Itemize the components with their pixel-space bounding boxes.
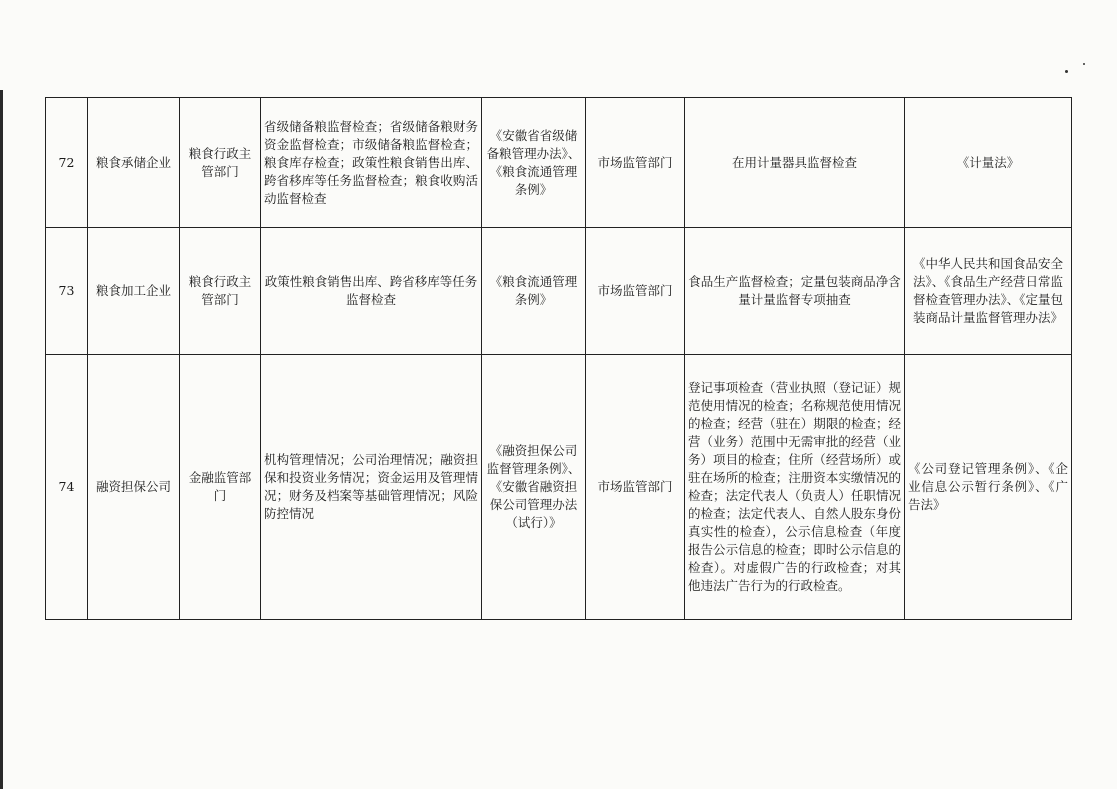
table-row <box>46 355 1072 620</box>
inspected-object: 粮食承储企业 <box>88 98 180 228</box>
joint-inspection-basis: 《公司登记管理条例》、《企业信息公示暂行条例》、《广告法》 <box>905 355 1072 620</box>
inspection-table <box>45 97 1072 620</box>
responsible-department: 金融监管部门 <box>180 355 261 620</box>
joint-inspection-items: 在用计量器具监督检查 <box>685 98 905 228</box>
joint-inspection-items: 食品生产监督检查；定量包装商品净含量计量监督专项抽查 <box>685 228 905 355</box>
row-number: 73 <box>46 228 88 355</box>
responsible-department: 粮食行政主管部门 <box>180 228 261 355</box>
table-row <box>46 98 1072 228</box>
responsible-department: 粮食行政主管部门 <box>180 98 261 228</box>
joint-department: 市场监管部门 <box>586 228 685 355</box>
joint-department: 市场监管部门 <box>586 98 685 228</box>
inspection-basis: 《融资担保公司监督管理条例》、《安徽省融资担保公司管理办法（试行）》 <box>482 355 586 620</box>
inspected-object: 粮食加工企业 <box>88 228 180 355</box>
scan-speck <box>1083 63 1085 65</box>
inspection-items: 政策性粮食销售出库、跨省移库等任务监督检查 <box>261 228 482 355</box>
inspection-items: 省级储备粮监督检查；省级储备粮财务资金监督检查；市级储备粮监督检查；粮食库存检查；政策性粮食销售出库、跨省移库等任务监督检查；粮食收购活动监督检查 <box>261 98 482 228</box>
joint-inspection-items: 登记事项检查（营业执照（登记证）规范使用情况的检查；名称规范使用情况的检查；经营（驻在）期限的检查；经营（业务）范围中无需审批的经营（业务）项目的检查；住所（经营场所）或驻在场所的检查；注册资本实缴情况的检查；法定代表人（负责人）任职情况的检查；法定代表人、自然人股东身份真实性的检查），公示信息检查（年度报告公示信息的检查；即时公示信息的检查）。对虚假广告的行政检查；对其他违法广告行为的行政检查。 <box>685 355 905 620</box>
joint-inspection-basis: 《计量法》 <box>905 98 1072 228</box>
inspected-object: 融资担保公司 <box>88 355 180 620</box>
scan-speck <box>1065 70 1068 73</box>
inspection-basis: 《安徽省省级储备粮管理办法》、《粮食流通管理条例》 <box>482 98 586 228</box>
row-number: 74 <box>46 355 88 620</box>
scan-page-edge <box>0 90 3 789</box>
inspection-basis: 《粮食流通管理条例》 <box>482 228 586 355</box>
joint-department: 市场监管部门 <box>586 355 685 620</box>
joint-inspection-basis: 《中华人民共和国食品安全法》、《食品生产经营日常监督检查管理办法》、《定量包装商品计量监督管理办法》 <box>905 228 1072 355</box>
inspection-items: 机构管理情况；公司治理情况；融资担保和投资业务情况；资金运用及管理情况；财务及档案等基础管理情况；风险防控情况 <box>261 355 482 620</box>
table-row <box>46 228 1072 355</box>
row-number: 72 <box>46 98 88 228</box>
